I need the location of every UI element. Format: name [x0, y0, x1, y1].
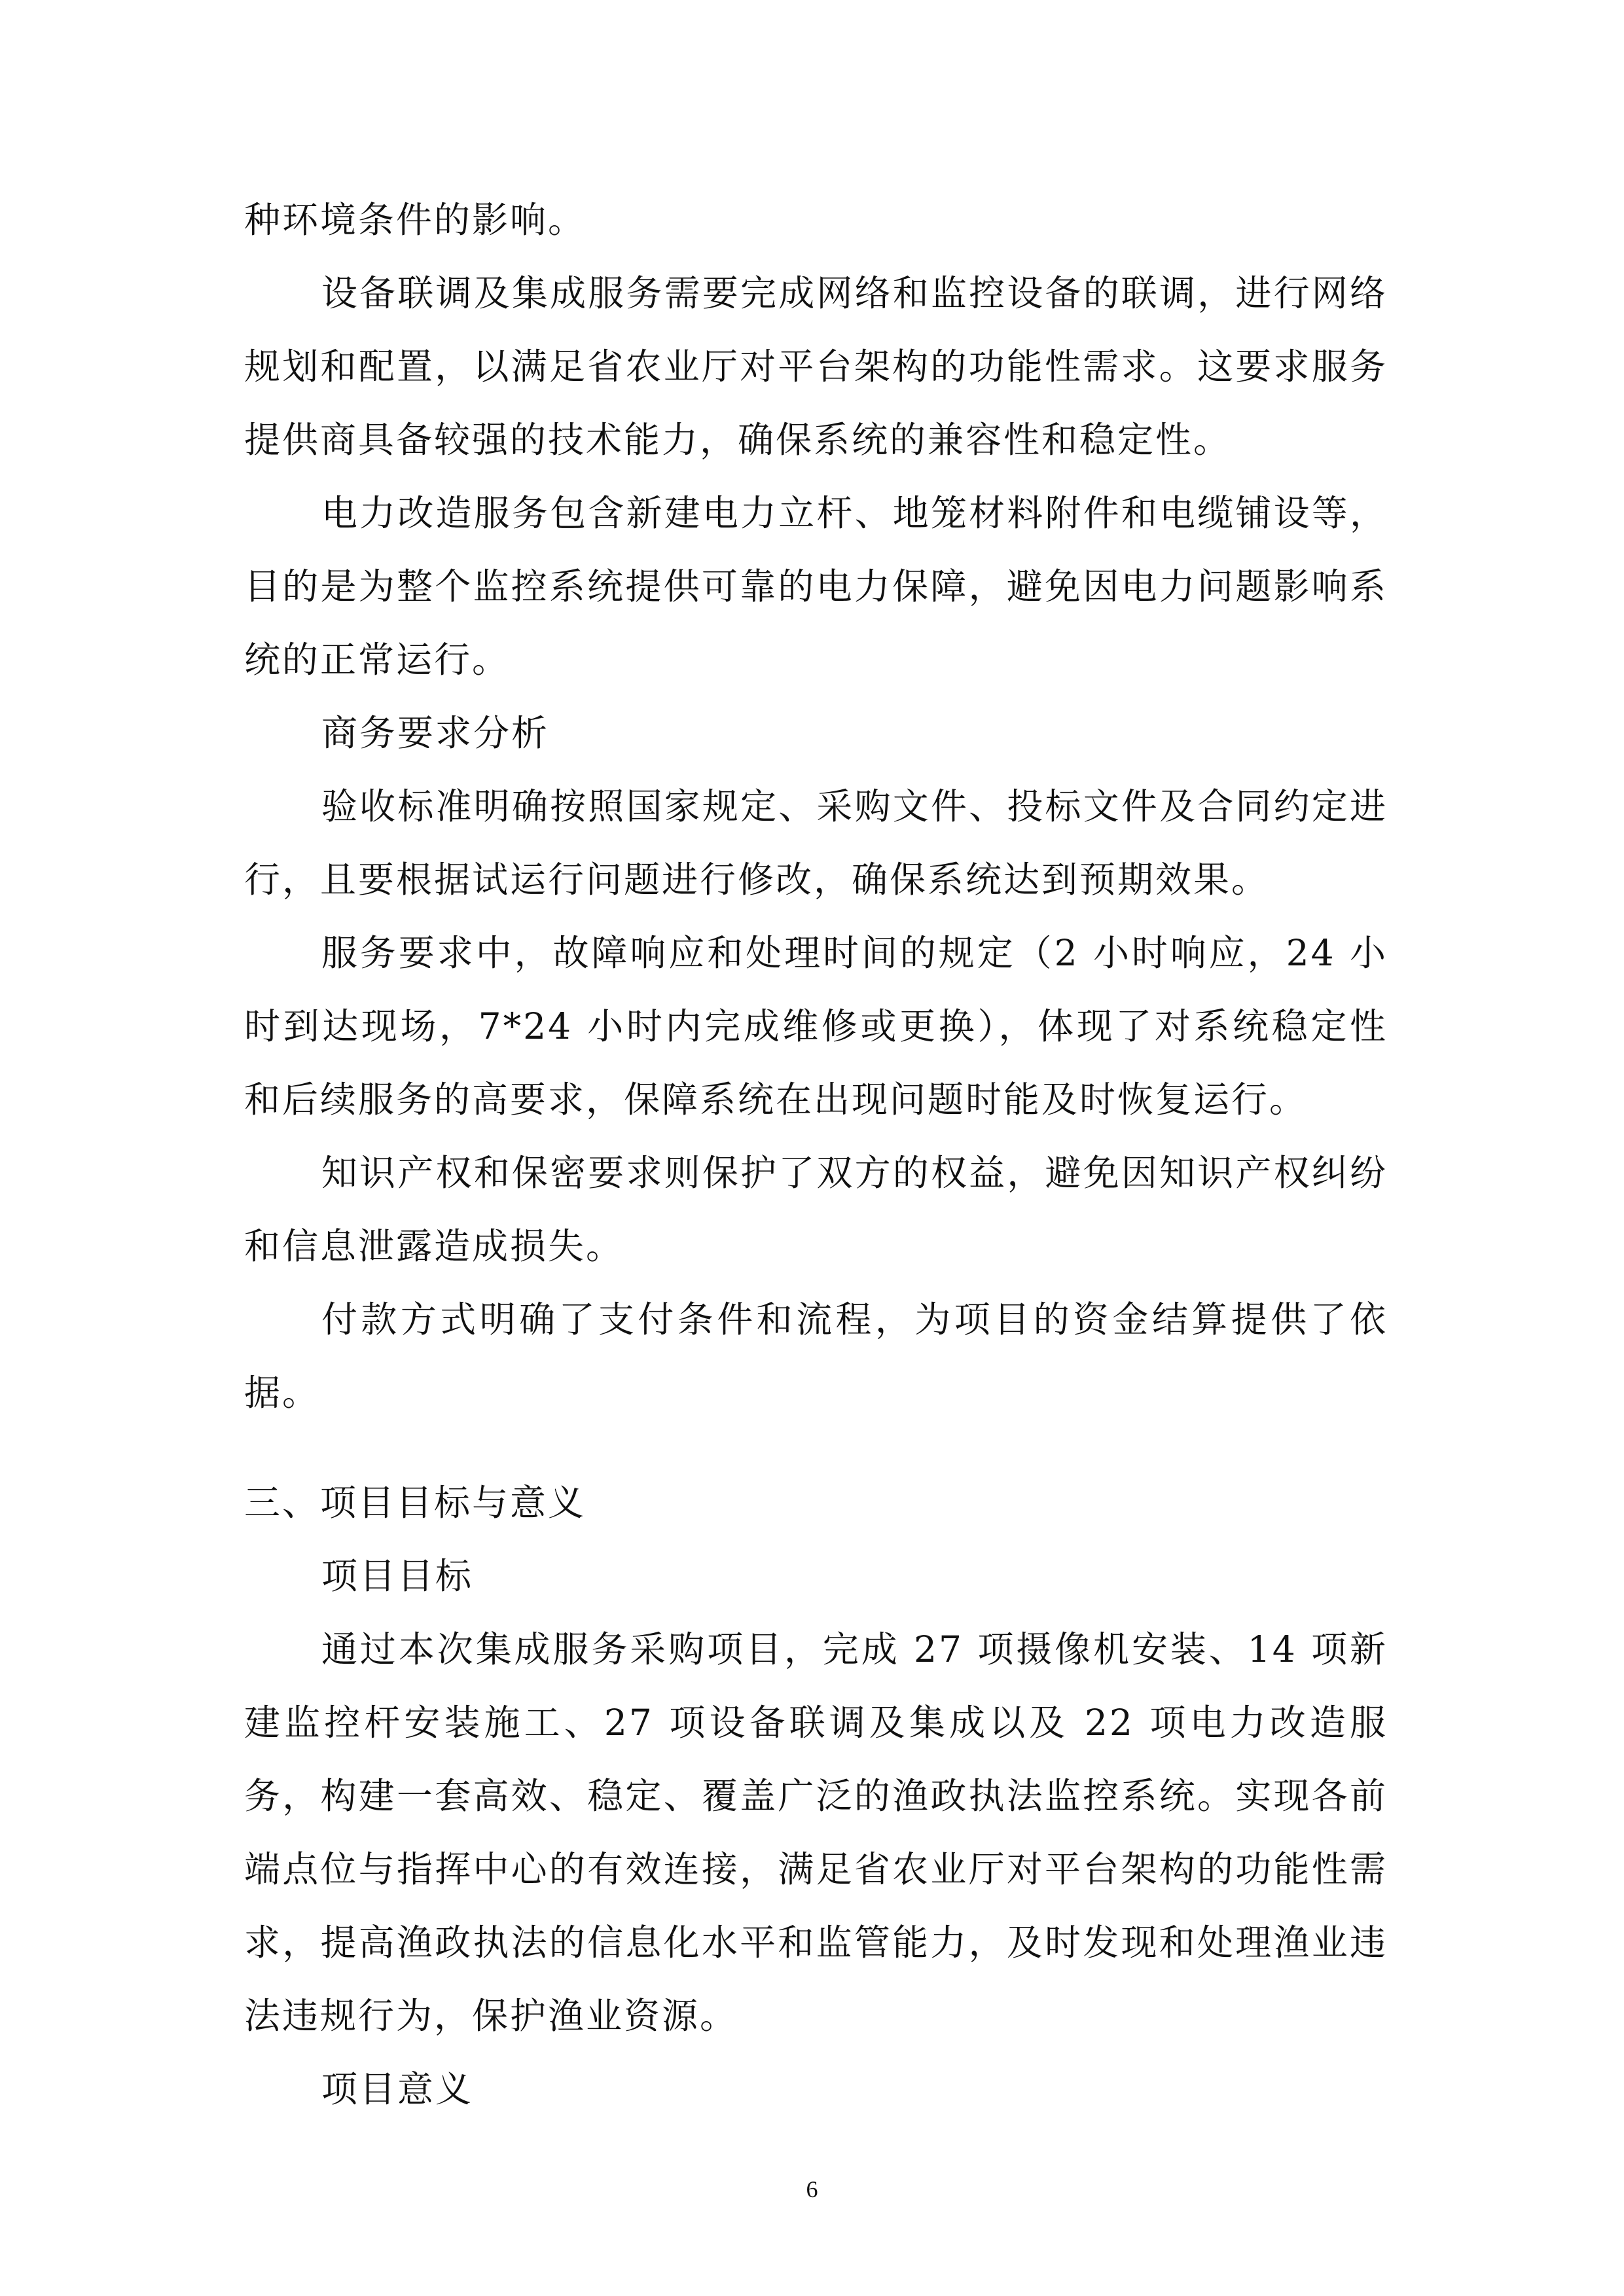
paragraph-continuation: 种环境条件的影响。 [244, 199, 586, 241]
paragraph-payment: 付款方式明确了支付条件和流程，为项目的资金结算提供了依据。 [244, 1299, 1388, 1414]
paragraph-acceptance-standard: 验收标准明确按照国家规定、采购文件、投标文件及合同约定进行，且要根据试运行问题进行修改，确保系统达到预期效果。 [244, 785, 1388, 901]
subheading-project-significance: 项目意义 [321, 2068, 474, 2110]
paragraph-project-goal: 通过本次集成服务采购项目，完成 27 项摄像机安装、14 项新建监控杆安装施工、27 项设备联调及集成以及 22 项电力改造服务，构建一套高效、稳定、覆盖广泛的渔政执法监控系统。实现各前端点位与指挥中心的有效连接，满足省农业厅对平台架构的功能性需求，提高渔政执法的信息化水平和监管能力，及时发现和处理渔业违法违规行为，保护渔业资源。 [244, 1628, 1388, 2037]
section-heading-objectives: 三、项目目标与意义 [244, 1482, 586, 1524]
subheading-business-requirements: 商务要求分析 [321, 712, 550, 754]
page-number: 6 [806, 2176, 818, 2202]
page-body [244, 183, 1388, 2126]
paragraph-power-upgrade: 电力改造服务包含新建电力立杆、地笼材料附件和电缆铺设等，目的是为整个监控系统提供可靠的电力保障，避免因电力问题影响系统的正常运行。 [244, 492, 1388, 681]
paragraph-device-integration: 设备联调及集成服务需要完成网络和监控设备的联调，进行网络规划和配置，以满足省农业厅对平台架构的功能性需求。这要求服务提供商具备较强的技术能力，确保系统的兼容性和稳定性。 [244, 272, 1388, 461]
subheading-project-goal: 项目目标 [321, 1555, 474, 1597]
paragraph-service-requirements: 服务要求中，故障响应和处理时间的规定（2 小时响应，24 小时到达现场，7*24 小时内完成维修或更换），体现了对系统稳定性和后续服务的高要求，保障系统在出现问题时能及时恢复运行。 [244, 932, 1388, 1121]
paragraph-intellectual-property: 知识产权和保密要求则保护了双方的权益，避免因知识产权纠纷和信息泄露造成损失。 [244, 1152, 1388, 1267]
